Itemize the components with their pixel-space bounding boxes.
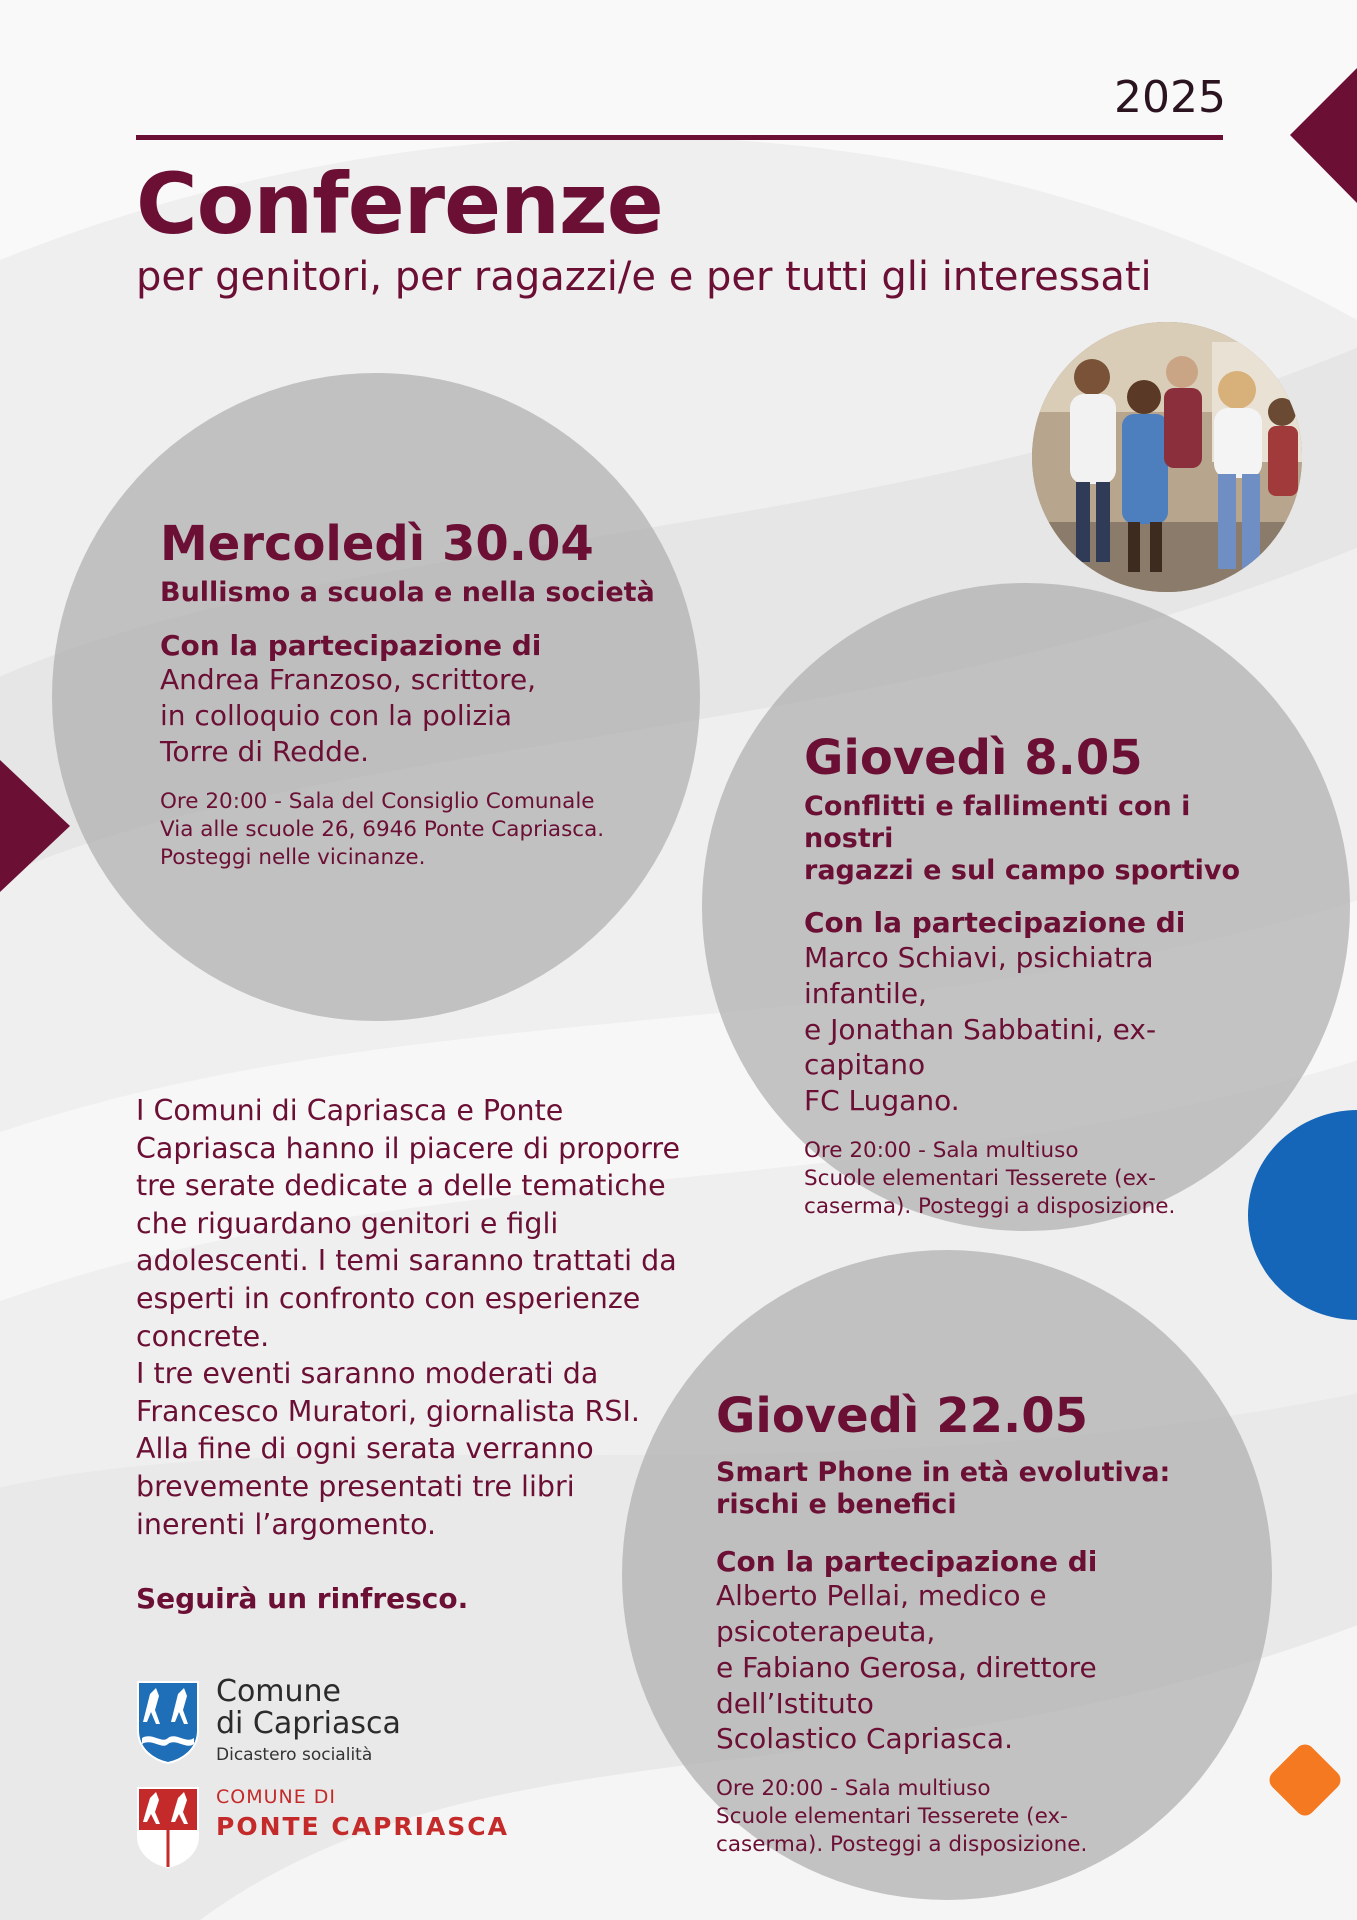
maroon-arrow-shape [0,760,72,892]
header-divider [136,135,1223,140]
event-topic: Conflitti e fallimenti con i nostri ragazzi e sul campo sportivo [804,790,1241,886]
event-topic: Smart Phone in età evolutiva: rischi e benefici [716,1456,1171,1520]
students-photo-illustration [1032,322,1302,592]
capriasca-coat-of-arms-icon [136,1680,200,1764]
event-location-info: Ore 20:00 - Sala multiuso Scuole elementari Tesserete (ex- caserma). Posteggi a disposizione. [804,1138,1176,1219]
refreshment-note: Seguirà un rinfresco. [136,1582,469,1615]
intro-paragraph: I Comuni di Capriasca e Ponte Capriasca hanno il piacere di proporre tre serate dedicate a delle tematiche che riguardano genitori e figli adolescenti. I temi saranno trattati da esperti in confronto con esperienze concrete. I tre eventi saranno moderati da Francesco Muratori, giornalista RSI. Alla fine di ogni serata verranno brevemente presentati tre libri inerenti l’argomento. [136,1094,681,1541]
event-date: Giovedì 22.05 [716,1388,1089,1444]
event-participation-label: Con la partecipazione di [716,1544,1098,1578]
event-1 [160,518,680,872]
event-speakers: Alberto Pellai, medico e psicoterapeuta, e Fabiano Gerosa, direttore dell’Istituto Scolastico Capriasca. [716,1579,1097,1756]
event-location-info: Ore 20:00 - Sala del Consiglio Comunale Via alle scuole 26, 6946 Ponte Capriasca. Posteggi nelle vicinanze. [160,788,605,870]
event-participation-label: Con la partecipazione di [804,906,1186,940]
event-location-info: Ore 20:00 - Sala multiuso Scuole elementari Tesserete (ex- caserma). Posteggi a disposizione. [716,1776,1088,1858]
maroon-diamond-shape [1290,68,1357,203]
event-participation-label: Con la partecipazione di [160,628,542,662]
event-topic: Bullismo a scuola e nella società [160,576,655,608]
event-speakers: Andrea Franzoso, scrittore, in colloquio con la polizia Torre di Redde. [160,663,537,768]
event-date: Giovedì 8.05 [804,730,1143,786]
ponte-capriasca-coat-of-arms-icon [136,1786,200,1868]
event-3 [716,1390,1256,1859]
orange-diamond-shape [1255,1730,1355,1830]
page-subtitle: per genitori, per ragazzi/e e per tutti gli interessati [136,254,1152,300]
event-2 [804,732,1274,1221]
ponte-capriasca-logo-text: COMUNE DI PONTE CAPRIASCA [216,1786,509,1841]
event-date: Mercoledì 30.04 [160,516,594,572]
event-speakers: Marco Schiavi, psichiatra infantile, e Jonathan Sabbatini, ex-capitano FC Lugano. [804,940,1157,1118]
capriasca-logo-text: Comune di Capriasca Dicastero socialità [216,1674,401,1765]
page-title: Conferenze [136,155,663,253]
students-photo [1032,322,1302,592]
year-label: 2025 [1114,72,1226,123]
